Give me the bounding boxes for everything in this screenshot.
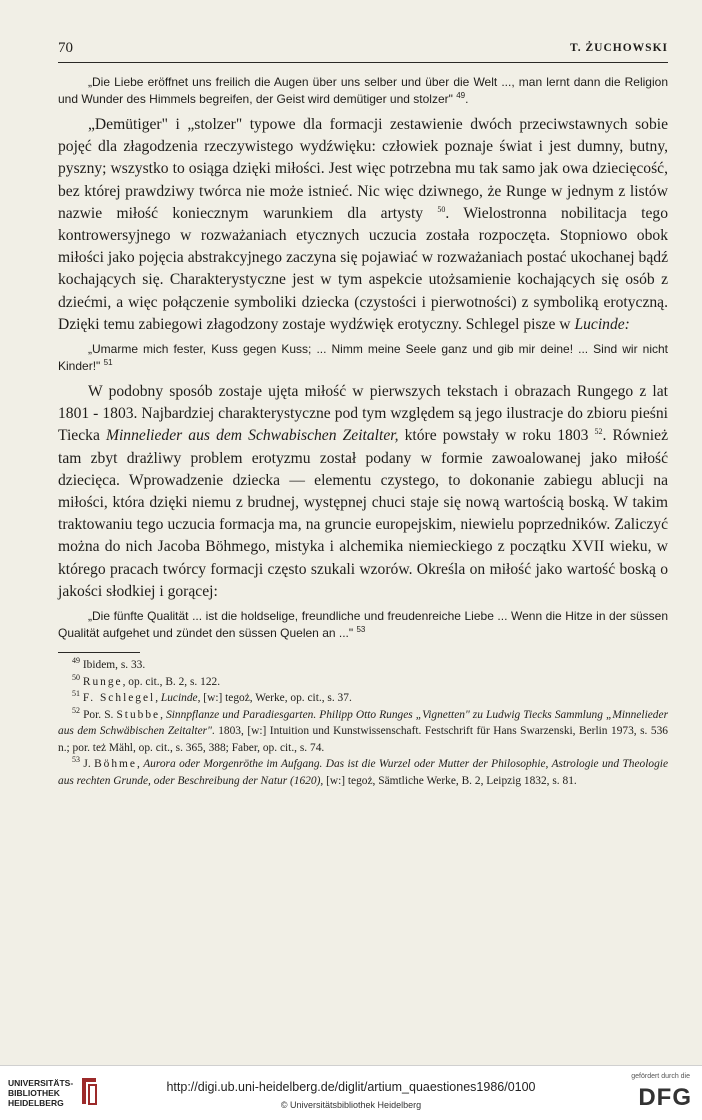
footnote [58,707,668,757]
footnote-ref[interactable]: 52 [594,427,603,437]
footnote [58,690,668,707]
funder-note: gefördert durch die [631,1073,690,1080]
paragraph-text: W podobny sposób zostaje ujęta miłość w pierwszych tekstach i obrazach Rungego z lat 1801 - 1803. Najbardziej charakterystyczne pod tym względem są jego ilustracje do zbioru pieśni Tiecka [58,383,668,445]
footnote-title: Sinnpflanze und Paradiesgarten. Philipp Otto Runges „Vignetten" zu Ludwig Tiecks Sammlung „Minnelieder aus dem Schwäbischen Zeitalter" [58,708,668,738]
permalink-url[interactable]: http://digi.ub.uni-heidelberg.de/diglit/artium_quaestiones1986/0100 [166,1080,536,1094]
logo-text: HEIDELBERG [8,1098,64,1108]
footnote-divider [58,652,140,653]
block-quote [58,341,668,375]
footnote [58,756,668,789]
footnote-text: , [155,692,161,705]
footnote-author: Stubbe [116,708,161,721]
footnote-ref[interactable]: 49 [456,91,466,100]
quote-text: „Umarme mich fester, Kuss gegen Kuss; ... Nimm meine Seele ganz und gib mir deine! ... Sind wir nicht Kinder!" [58,342,668,374]
running-head-author: T. ŻUCHOWSKI [569,42,668,54]
footnote-ref[interactable]: 50 [437,204,446,214]
footnote-title: Aurora oder Morgenröthe im Aufgang. Das ist die Wurzel oder Mutter der Philosophie, Astrologie und Theologie aus rechten Grunde, oder Beschreibung der Natur (1620), [58,758,669,787]
footnote-number: 51 [72,689,80,699]
footnote-ref[interactable]: 53 [356,625,366,635]
footnote-title: Lucinde [160,692,198,705]
paragraph-text: . Również tam zbyt drażliwy problem erotyzmu został podany w formie zawoalowanej jako miłość dziecięca. Wprowadzenie dziecka — elementu czystego, to dokonanie zabiegu ablucji na miłości, która dzięki niemu z brudnej, występnej chuci staje się nową wartością boską. W takim traktowaniu tego uczucia formacja ma, na gruncie europejskim, niewielu poprzedników. Zaliczyć można do nich Jacoba Böhmego, mistyka i alchemika niemieckiego z początku XVII wieku, w którego pracach twórcy formacji często szukali wzorów. Określa on miłość jako wartość boską o jakości słodkiej i gorącej: [58,427,668,600]
quote-text: „Die fünfte Qualität ... ist die holdselige, freundliche und freudenreiche Liebe ... Wenn die Hitze in der süssen Qualität aufgehet und zündet den süssen Quelen an ..." [58,609,668,641]
quote-text: „Die Liebe eröffnet uns freilich die Augen über uns selber und über die Welt ..., man lernt dann die Religion und Wunder des Himmels begreifen, der Geist wird demütiger und stolzer" [58,75,668,106]
block-quote [58,608,668,642]
work-title: Lucinde: [574,315,630,333]
footnote-text: [w:] tegoż, Sämtliche Werke, B. 2, Leipzig 1832, s. 81. [323,774,577,787]
footnote-number: 50 [72,672,80,682]
footnote-author: Runge [82,675,123,688]
footnote-number: 49 [72,656,80,666]
paragraph [58,381,668,603]
footnote-ref[interactable]: 51 [103,358,113,368]
footnote-text: , [160,708,167,721]
logo-text: UNIVERSITÄTS- [8,1078,74,1088]
footnote-text: , [136,758,144,771]
logo-text: BIBLIOTHEK [8,1088,60,1098]
paragraph [58,114,668,336]
footnote-author: F. Schlegel [82,692,156,705]
dfg-logo[interactable]: DFG [638,1084,692,1111]
footnote-text: , op. cit., B. 2, s. 122. [122,675,221,688]
work-title: Minnelieder aus dem Schwabischen Zeitalter, [105,427,399,445]
running-header [58,36,668,63]
footnote [58,657,668,674]
copyright-notice: © Universitätsbibliothek Heidelberg [280,1100,422,1110]
footnote-text: Por. S. [83,708,117,721]
paragraph-text: które powstały w roku 1803 [398,427,589,445]
footnote-text: . 1803, [w:] Intuition und Kunstwissenschaft. Festschrift für Hans Swarzenski, Berlin 1973, s. 536 n.; por. też Mähl, op. cit., s. 365, 388; Faber, op. cit., s. 74. [58,725,668,754]
footnote-text: Ibidem, s. 33. [82,659,146,672]
paragraph-text: „Demütiger" i „stolzer" typowe dla formacji zestawienie dwóch przeciwstawnych sobie pojęć dla złagodzenia rzeczywistego wydźwięku: człowiek poznaje świat i jest dumny, butny, pyszny; wszystko to osiąga dzięki miłości. Jest więc potrzebna mu tak samo jak owa dziecięcość, bez której prawdziwy twórca nie może istnieć. Nic więc dziwnego, że Runge w jednym z listów nazwie miłość koniecznym warunkiem dla artysty [58,116,668,222]
footnote-number: 53 [72,755,80,765]
viewer-footer [0,1065,702,1120]
footnote-text: , [w:] tegoż, Werke, op. cit., s. 37. [197,692,352,705]
footnote-author: Böhme [94,758,137,771]
footnote-number: 52 [72,705,80,715]
paragraph-text: . Wielostronna nobilitacja tego kontrowersyjnego w rozważaniach etycznych uczucia została rozpoczęta. Stopniowo obok miłości jako pojęcia abstrakcyjnego zaczyna się pojawiać w rozważaniach postać ukochanej bądź kochających się. Charakterystyczne jest w tym aspekcie utożsamienie kochających się osób z dziećmi, a więc połączenie symboliki dziecka (czystości i pierwotności) z symboliką erotyczną. Dzięki temu zabiegowi złagodzony zostaje wydźwięk erotyczny. Schlegel pisze w [58,204,668,333]
footnote [58,674,668,691]
block-quote: „Die Liebe eröffnet uns freilich die Augen über uns selber und über die Welt ..., man lernt dann die Religion und Wunder des Himmels begreifen, der Geist wird demütiger und stolzer" $^{49}$. [58,75,668,106]
body-text [58,74,668,789]
footnote-text: J. [83,758,95,771]
page-number: 70 [58,40,73,56]
